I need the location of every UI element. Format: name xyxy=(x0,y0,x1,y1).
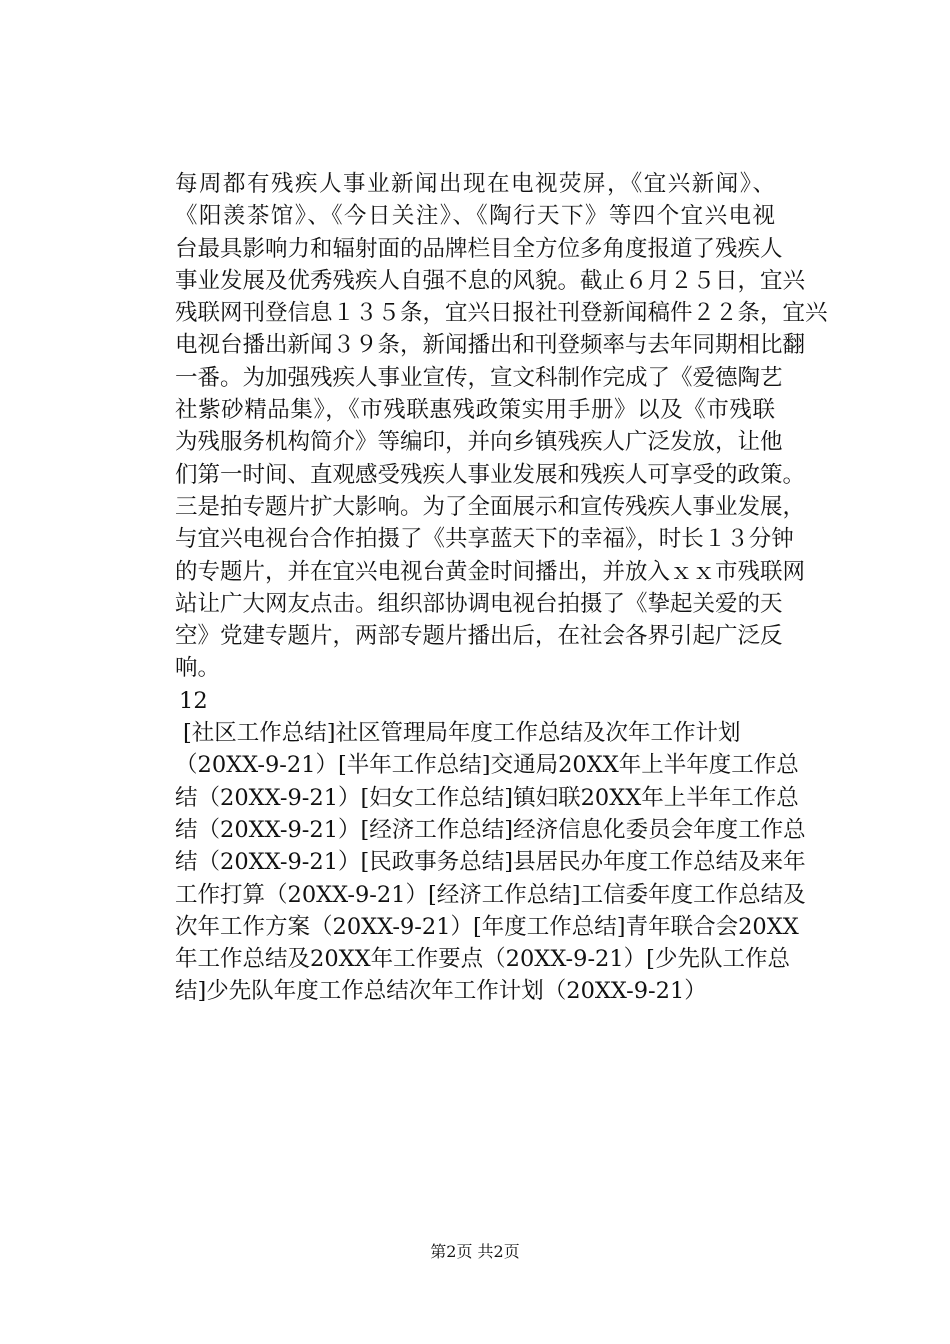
paragraph-2 xyxy=(175,717,806,1008)
text-line: 三是拍专题片扩大影响。为了全面展示和宣传残疾人事业发展， xyxy=(175,493,806,520)
text-line: 的专题片，并在宜兴电视台黄金时间播出，并放入ｘｘ市残联网 xyxy=(175,558,806,585)
inline-page-number: 12 xyxy=(179,687,208,714)
text-line: 台最具影响力和辐射面的品牌栏目全方位多角度报道了残疾人 xyxy=(175,235,783,262)
text-line: 空》党建专题片，两部专题片播出后，在社会各界引起广泛反 xyxy=(175,623,783,650)
text-line: （20XX-9-21）[半年工作总结]交通局20XX年上半年度工作总 xyxy=(175,752,799,779)
text-line: 结（20XX-9-21）[经济工作总结]经济信息化委员会年度工作总 xyxy=(175,816,806,843)
text-line: 站让广大网友点击。组织部协调电视台拍摄了《挚起关爱的天 xyxy=(175,590,783,617)
text-line: 一番。为加强残疾人事业宣传，宣文科制作完成了《爱德陶艺 xyxy=(175,364,783,391)
text-line: 年工作总结及20XX年工作要点（20XX-9-21）[少先队工作总 xyxy=(175,946,790,973)
page-footer: 第2页 共2页 xyxy=(430,1242,520,1261)
text-line: 结（20XX-9-21）[民政事务总结]县居民办年度工作总结及来年 xyxy=(175,849,806,876)
text-line: 社紫砂精品集》，《市残联惠残政策实用手册》以及《市残联 xyxy=(175,397,775,424)
text-line: 与宜兴电视台合作拍摄了《共享蓝天下的幸福》，时长１３分钟 xyxy=(175,526,794,553)
text-line: 次年工作方案（20XX-9-21）[年度工作总结]青年联合会20XX xyxy=(175,913,799,940)
text-line: 事业发展及优秀残疾人自强不息的风貌。截止６月２５日，宜兴 xyxy=(175,267,806,294)
text-line: 电视台播出新闻３９条，新闻播出和刊登频率与去年同期相比翻 xyxy=(175,332,806,359)
text-line: 结（20XX-9-21）[妇女工作总结]镇妇联20XX年上半年工作总 xyxy=(175,784,799,811)
document-body xyxy=(175,168,828,1008)
text-line: [社区工作总结]社区管理局年度工作总结及次年工作计划 xyxy=(183,720,741,747)
paragraph-1 xyxy=(175,168,828,685)
text-line: 结]少先队年度工作总结次年工作计划（20XX-9-21） xyxy=(175,978,707,1005)
text-line: 响。 xyxy=(175,655,221,682)
text-line: 《阳羡茶馆》、《今日关注》、《陶行天下》等四个宜兴电视 xyxy=(175,203,775,230)
text-line: 每周都有残疾人事业新闻出现在电视荧屏，《宜兴新闻》、 xyxy=(175,171,775,197)
text-line: 工作打算（20XX-9-21）[经济工作总结]工信委年度工作总结及 xyxy=(175,881,806,908)
text-line: 残联网刊登信息１３５条，宜兴日报社刊登新闻稿件２２条，宜兴 xyxy=(175,300,828,327)
text-line: 们第一时间、直观感受残疾人事业发展和残疾人可享受的政策。 xyxy=(175,461,806,488)
text-line: 为残服务机构简介》等编印，并向乡镇残疾人广泛发放，让他 xyxy=(175,429,783,456)
